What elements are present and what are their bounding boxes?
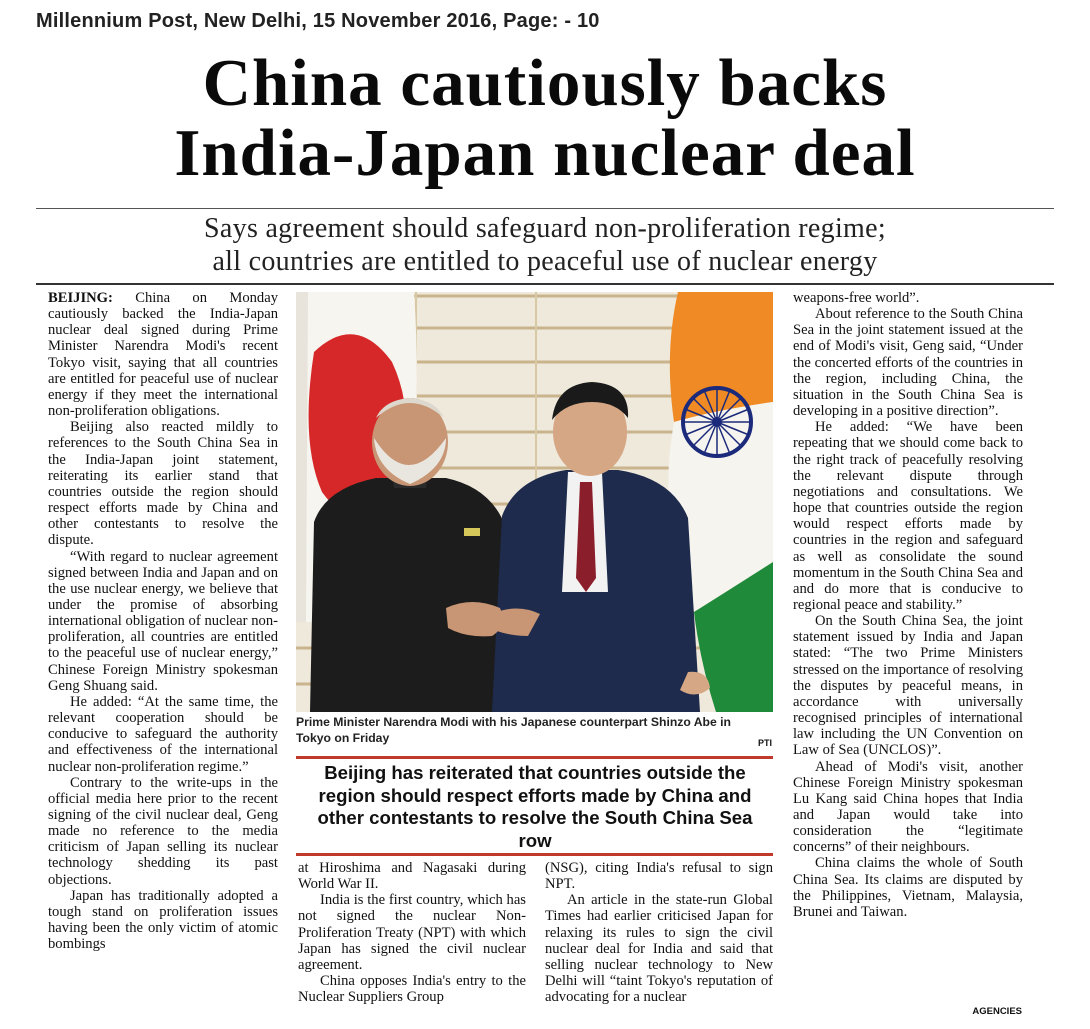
article-paragraph: He added: “At the same time, the relevant cooperation should be conducive to safeguard the authority and effectiveness of the international nuclear non-proliferation regime.” (48, 693, 278, 775)
dateline: BEIJING: (48, 290, 113, 306)
subheadline-line-1: Says agreement should safeguard non-proliferation regime; (204, 213, 886, 244)
agencies-credit: AGENCIES (972, 1006, 1022, 1017)
article-paragraph: Japan has traditionally adopted a tough stand on proliferation issues having been the only victim of atomic bombings (48, 887, 278, 953)
article-paragraph: An article in the state-run Global Times had earlier criticised Japan for relaxing its rules to sign the civil nuclear deal for India and said that selling nuclear technology to New Delhi will “taint Tokyo's reputation of advocating for a nuclear (545, 892, 773, 1006)
news-photo (296, 292, 773, 712)
subhead-divider (36, 283, 1054, 285)
article-paragraph (48, 290, 278, 419)
article-paragraph: China claims the whole of South China Sea. Its claims are disputed by the Philippines, Vietnam, Malaysia, Brunei and Taiwan. (793, 855, 1023, 920)
article-column-2b (545, 860, 773, 1005)
article-paragraph: (NSG), citing India's refusal to sign NPT. (545, 860, 773, 893)
article-paragraph: Contrary to the write-ups in the official media here prior to the recent signing of the civil nuclear deal, Geng made no reference to the media criticism of Japan selling its nuclear technology shedding its past objections. (48, 774, 278, 888)
article-paragraph: On the South China Sea, the joint statement issued by India and Japan stated: “The two Prime Ministers stressed on the importance of resolving the disputes by peaceful means, in accordance with universally recognised principles of international law including the UN Convention on Law of Sea (UNCLOS)”. (793, 613, 1023, 759)
article-column-2a (298, 860, 526, 1005)
subheadline (34, 212, 1056, 278)
article-paragraph: “With regard to nuclear agreement signed between India and Japan and on the use nuclear energy, we believe that under the promise of absorbing international obligation of nuclear non-proliferation, all countries are entitled to the peaceful use of nuclear energy,” Chinese Foreign Ministry spokesman Geng Shuang said. (48, 548, 278, 694)
pull-quote: Beijing has reiterated that countries outside the region should respect efforts made by China and other contestants to resolve the South China Sea row (317, 762, 753, 851)
top-divider (36, 208, 1054, 209)
pull-quote-rule-top (296, 756, 773, 759)
article-paragraph: India is the first country, which has not signed the nuclear Non-Proliferation Treaty (NPT) with which Japan has signed the civil nuclear agreement. (298, 892, 526, 973)
headline-line-2: India-Japan nuclear deal (174, 116, 916, 190)
photo-caption: Prime Minister Narendra Modi with his Japanese counterpart Shinzo Abe in Tokyo on Friday (296, 715, 731, 745)
article-paragraph: He added: “We have been repeating that we should come back to the right track of peacefully resolving the relevant dispute through negotiations and consultations. We hope that countries outside the region would respect efforts made by countries in the region and safeguard as well as consolidate the sound momentum in the South China Sea and and do more that is conducive to regional peace and stability.” (793, 419, 1023, 613)
photo-illustration (296, 292, 773, 712)
article-paragraph: weapons-free world”. (793, 290, 920, 306)
photo-credit: PTI (758, 738, 773, 748)
article-paragraph: About reference to the South China Sea in the joint statement issued at the end of Modi's visit, Geng said, “Under the concerted efforts of the countries in the region, including China, the situation in the South China Sea is developing in a positive direction”. (793, 306, 1023, 420)
headline-line-1: China cautiously backs (202, 46, 888, 120)
article-text: China on Monday cautiously backed the India-Japan nuclear deal signed during Prime Minister Narendra Modi's recent Tokyo visit, saying that all countries are entitled for peaceful use of nuclear energy if they meet the international non-proliferation obligations. (48, 290, 278, 420)
article-column-3 (793, 290, 1023, 920)
article-paragraph: Ahead of Modi's visit, another Chinese Foreign Ministry spokesman Lu Kang said China hopes that India and Japan would take into consideration the “legitimate concerns” of their neighbours. (793, 758, 1023, 856)
masthead-source-line: Millennium Post, New Delhi, 15 November 2016, Page: - 10 (36, 10, 600, 32)
article-paragraph: Beijing also reacted mildly to references to the South China Sea in the India-Japan joint statement, reiterating its earlier stand that countries outside the region should respect efforts made by China and other contestants to resolve the dispute. (48, 419, 278, 549)
article-paragraph: China opposes India's entry to the Nuclear Suppliers Group (298, 973, 526, 1006)
subheadline-line-2: all countries are entitled to peaceful use of nuclear energy (212, 246, 878, 277)
headline (34, 48, 1056, 188)
article-paragraph: at Hiroshima and Nagasaki during World War II. (298, 860, 526, 893)
pull-quote-rule-bottom (296, 853, 773, 856)
article-column-1 (48, 290, 278, 952)
